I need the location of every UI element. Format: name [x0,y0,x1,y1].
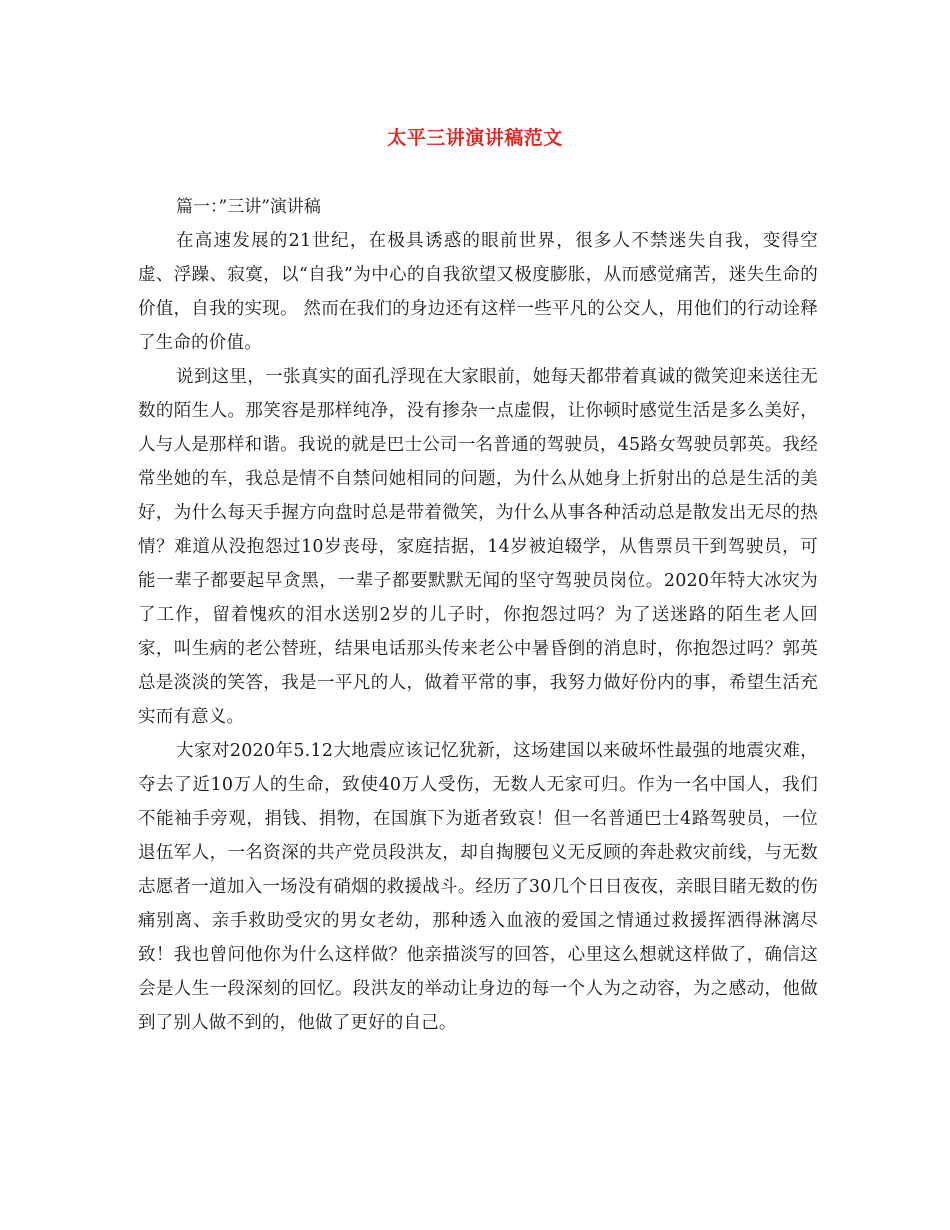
section-heading: 篇一：”三讲”演讲稿 [176,197,321,217]
paragraph-1: 在高速发展的21世纪，在极具诱惑的眼前世界，很多人不禁迷失自我，变得空虚、浮躁、寂寞，以“自我”为中心的自我欲望又极度膨胀，从而感觉痛苦，迷失生命的价值，自我的实现。 然而在我们的身边还有这样一些平凡的公交人，用他们的行动诠释了生命的价值。 [138,231,818,353]
paragraph-3: 大家对2020年5.12大地震应该记忆犹新，这场建国以来破坏性最强的地震灾难，夺去了近10万人的生命，致使40万人受伤，无数人无家可归。作为一名中国人，我们不能袖手旁观，捐钱、捐物，在国旗下为逝者致哀！但一名普通巴士4路驾驶员，一位退伍军人，一名资深的共产党员段洪友，却自掏腰包义无反顾的奔赴救灾前线，与无数志愿者一道加入一场没有硝烟的救援战斗。经历了30几个日日夜夜，亲眼目睹无数的伤痛别离、亲手救助受灾的男女老幼，那种透入血液的爱国之情通过救援挥洒得淋漓尽致！我也曾问他你为什么这样做？他亲描淡写的回答，心里这么想就这样做了，确信这会是人生一段深刻的回忆。段洪友的举动让身边的每一个人为之动容，为之感动，他做到了别人做不到的，他做了更好的自己。 [138,741,818,1033]
document-body [138,190,818,1040]
paragraph-2: 说到这里，一张真实的面孔浮现在大家眼前，她每天都带着真诚的微笑迎来送往无数的陌生人。那笑容是那样纯净，没有掺杂一点虚假，让你顿时感觉生活是多么美好，人与人是那样和谐。我说的就是巴士公司一名普通的驾驶员，45路女驾驶员郭英。我经常坐她的车，我总是情不自禁问她相同的问题，为什么从她身上折射出的总是生活的美好，为什么每天手握方向盘时总是带着微笑，为什么从事各种活动总是散发出无尽的热情？难道从没抱怨过10岁丧母，家庭拮据，14岁被迫辍学，从售票员干到驾驶员，可能一辈子都要起早贪黑，一辈子都要默默无闻的坚守驾驶员岗位。2020年特大冰灾为了工作，留着愧疚的泪水送别2岁的儿子时，你抱怨过吗？为了送迷路的陌生老人回家，叫生病的老公替班，结果电话那头传来老公中暑昏倒的消息时，你抱怨过吗？郭英总是淡淡的笑答，我是一平凡的人，做着平常的事，我努力做好份内的事，希望生活充实而有意义。 [138,367,818,727]
document-title: 太平三讲演讲稿范文 [387,127,563,149]
